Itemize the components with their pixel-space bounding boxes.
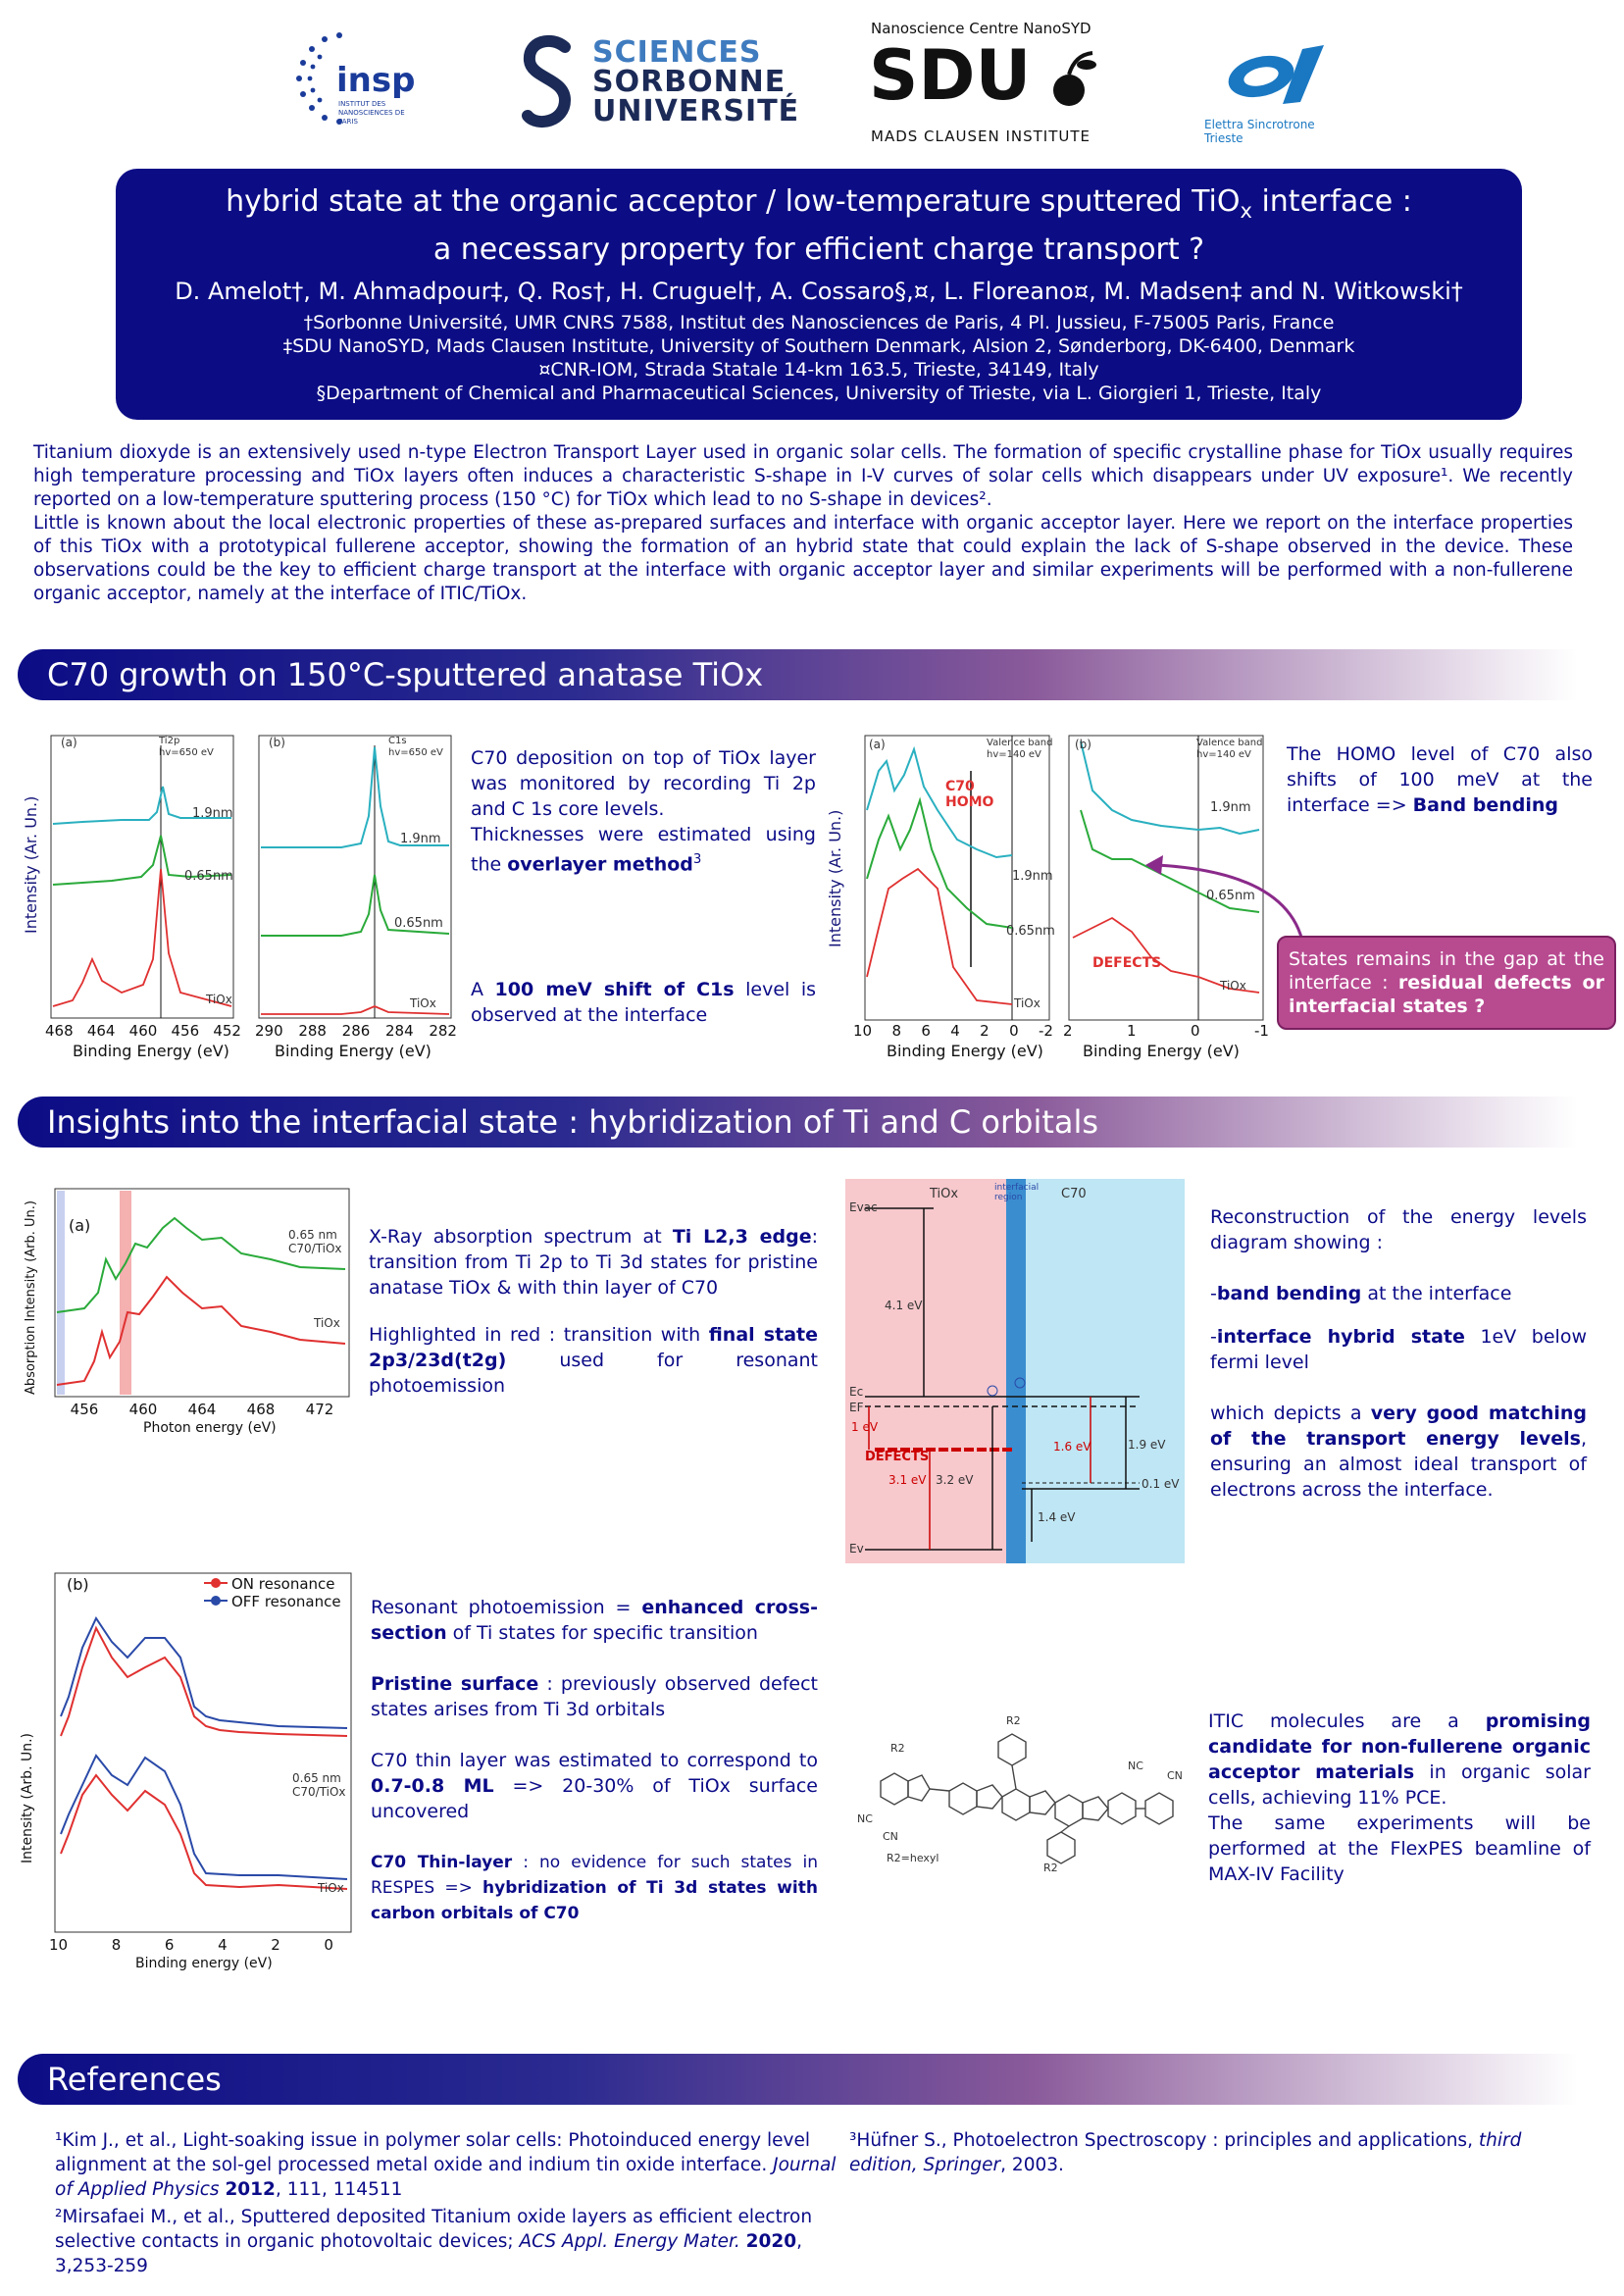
valence-band-a-hv: hv=140 eV — [987, 749, 1041, 760]
figure-ti2p — [24, 728, 239, 1069]
energy-evac-label: Evac — [849, 1200, 878, 1214]
homo-shift-text: The HOMO level of C70 also shifts of 100 meV at the interface => Band bending — [1287, 743, 1593, 816]
vb-xtick: -2 — [1038, 1022, 1053, 1040]
c70-deposition-text: C70 deposition on top of TiOx layer was monitored by recording Ti 2p and C 1s core levels. Thicknesses were estimated using the overlayer method$^3$ — [471, 747, 816, 876]
figure-energy-diagram — [845, 1179, 1185, 1563]
c1s-065nm-label: 0.65nm — [394, 916, 443, 931]
ti2p-edge-label: Ti2p — [159, 736, 180, 746]
ti2p-065nm-label: 0.65nm — [184, 869, 233, 884]
elettra-logo-text: Elettra Sincrotrone Trieste — [1204, 118, 1315, 145]
sdu-logo-text: SDU — [869, 35, 1032, 116]
respes-xticks — [49, 1936, 333, 1954]
energy-text-3: -interface hybrid state 1eV below fermi level — [1210, 1326, 1587, 1373]
ti2p-19nm-label: 1.9nm — [192, 806, 233, 821]
xas-text-2: Highlighted in red : transition with final state 2p3/23d(t2g) used for resonant photoemission — [369, 1324, 818, 1397]
ti2p-panel-label: (a) — [61, 736, 77, 749]
c1s-xtick: 288 — [298, 1022, 327, 1040]
vb-xtick: 8 — [891, 1022, 901, 1040]
xas-xtick: 472 — [305, 1401, 334, 1418]
sorbonne-logo-universite: UNIVERSITÉ — [592, 94, 800, 128]
c70-homo-label: C70 HOMO — [945, 779, 994, 810]
respes-panel-label: (b) — [67, 1575, 89, 1594]
affiliation-4: §Department of Chemical and Pharmaceutical Sciences, University of Trieste, via L. Giorgieri 1, Trieste, Italy — [316, 383, 1322, 404]
sorbonne-logo-sciences: SCIENCES — [592, 35, 762, 70]
itic-r2-top: R2 — [1006, 1714, 1021, 1727]
valence-band-a-title: Valence band — [987, 738, 1053, 748]
ti2p-xtick: 452 — [213, 1022, 241, 1040]
energy-41-label: 4.1 eV — [885, 1299, 923, 1312]
elettra-logo — [1202, 20, 1349, 145]
c1s-19nm-label: 1.9nm — [400, 832, 441, 846]
energy-tiox-label: TiOx — [930, 1187, 959, 1201]
insp-logo-subtext: INSTITUT DES NANOSCIENCES DE PARIS — [338, 100, 405, 126]
itic-text — [1208, 1709, 1591, 1887]
ti2p-tiox-label: TiOx — [206, 993, 232, 1006]
respes-text-2: Pristine surface : previously observed defect states arises from Ti 3d orbitals — [371, 1673, 818, 1720]
respes-xtick: 0 — [324, 1936, 333, 1954]
vb-xtick: 0 — [1009, 1022, 1019, 1040]
respes-tiox-label: TiOx — [318, 1881, 344, 1895]
respes-legend-off: OFF resonance — [231, 1593, 341, 1610]
itic-nc-label: NC — [857, 1812, 873, 1825]
c1s-xtick: 286 — [341, 1022, 371, 1040]
energy-ec-label: Ec — [849, 1385, 864, 1399]
energy-text-4: which depicts a very good matching of the transport energy levels, ensuring an almost ideal transport of electrons across the interface. — [1210, 1403, 1587, 1501]
itic-hexyl-label: R2=hexyl — [887, 1852, 939, 1864]
energy-defects-label: DEFECTS — [865, 1450, 930, 1464]
c1s-xlabel: Binding Energy (eV) — [275, 1042, 431, 1060]
xas-xtick: 468 — [246, 1401, 276, 1418]
c1s-tiox-label: TiOx — [410, 996, 436, 1010]
valence-band-a-chart — [830, 732, 1055, 1069]
energy-c70-label: C70 — [1061, 1187, 1087, 1201]
respes-legend-on: ON resonance — [231, 1575, 335, 1593]
defects-label: DEFECTS — [1092, 955, 1162, 971]
reference-2: ²Mirsafaei M., et al., Sputtered deposited Titanium oxide layers as efficient electron selective contacts in organic photovoltaic devices; ACS Appl. Energy Mater. 2020, 3,253-259 — [55, 2207, 813, 2276]
xas-xticks — [55, 1401, 349, 1418]
figure-itic-molecule — [851, 1703, 1204, 1879]
valence-band-b-xlabel: Binding Energy (eV) — [1083, 1042, 1240, 1060]
vb2-xtick: -1 — [1254, 1022, 1269, 1040]
sdu-logo-bottom: MADS CLAUSEN INSTITUTE — [871, 128, 1091, 145]
reference-1: ¹Kim J., et al., Light-soaking issue in polymer solar cells: Photoinduced energy level alignment at the sol-gel processed metal oxide and indium tin oxide interface. Journal of Applied Physics 2012, 111, 114511 — [55, 2130, 837, 2200]
figure-respes — [20, 1569, 357, 1981]
xas-ylabel: Absorption Intensity (Arb. Un.) — [24, 1199, 38, 1395]
poster-title-line2: a necessary property for efficient charge transport ? — [432, 232, 1205, 267]
valence-band-b-065nm: 0.65nm — [1206, 889, 1255, 903]
valence-band-b-panel-label: (b) — [1075, 738, 1091, 751]
apple-icon — [1036, 45, 1104, 114]
section-banner-interfacial-state: Insights into the interfacial state : hybridization of Ti and C orbitals — [18, 1097, 1577, 1148]
ti2p-xlabel: Binding Energy (eV) — [73, 1042, 229, 1060]
respes-xtick: 10 — [49, 1936, 69, 1954]
insp-logo — [279, 20, 427, 137]
valence-band-b-xticks — [1063, 1022, 1269, 1040]
sdu-logo — [869, 20, 1124, 145]
respes-xtick: 2 — [271, 1936, 280, 1954]
valence-band-a-19nm: 1.9nm — [1012, 869, 1053, 884]
affiliation-1: †Sorbonne Université, UMR CNRS 7588, Institut des Nanosciences de Paris, 4 Pl. Jussieu, F-75005 Paris, France — [303, 312, 1335, 333]
energy-16-label: 1.6 eV — [1053, 1440, 1091, 1454]
itic-r2-left: R2 — [890, 1742, 905, 1755]
title-box — [116, 169, 1522, 420]
energy-19-label: 1.9 eV — [1128, 1438, 1166, 1452]
valence-band-a-xticks — [853, 1022, 1053, 1040]
itic-cn-label-right: CN — [1167, 1769, 1183, 1782]
energy-diagram-text — [1210, 1204, 1587, 1503]
intro-paragraph-2: Little is known about the local electronic properties of these as-prepared surfaces and interface with organic acceptor layer. Here we report on the interface properties of this TiOx with a prototypical fullerene acceptor, showing the formation of an hybrid state that could explain the lack of S-shape observed in the device. These observations could be the key to efficient charge transport at the interface with organic acceptor layer and similar experiments will be performed with a non-fullerene organic acceptor, namely at the interface of ITIC/TiOx. — [33, 513, 1573, 604]
ti2p-chart — [24, 728, 239, 1069]
energy-diagram-chart — [845, 1179, 1185, 1563]
energy-01-label: 0.1 eV — [1142, 1477, 1180, 1491]
valence-band-a-xlabel: Binding Energy (eV) — [887, 1042, 1043, 1060]
xas-text-1: X-Ray absorption spectrum at Ti L2,3 edge: transition from Ti 2p to Ti 3d states for pristine anatase TiOx & with thin layer of C70 — [369, 1226, 818, 1299]
energy-32-label: 3.2 eV — [936, 1473, 974, 1487]
xas-xtick: 460 — [128, 1401, 158, 1418]
figure-c1s — [253, 728, 459, 1069]
ti2p-ylabel: Intensity (Ar. Un.) — [22, 795, 40, 934]
xas-c70-label: C70/TiOx — [288, 1242, 342, 1255]
xas-xlabel: Photon energy (eV) — [143, 1420, 277, 1436]
respes-text-4: C70 Thin-layer : no evidence for such states in RESPES => hybridization of Ti 3d states with carbon orbitals of C70 — [371, 1853, 818, 1923]
c1s-xtick: 290 — [255, 1022, 283, 1040]
callout-box-states-in-gap: States remains in the gap at the interface : residual defects or interfacial states ? — [1277, 936, 1616, 1030]
ti2p-xtick: 464 — [86, 1022, 116, 1040]
c1s-xtick: 284 — [384, 1022, 414, 1040]
itic-r2-bottom: R2 — [1043, 1862, 1058, 1874]
respes-ylabel: Intensity (Arb. Un.) — [20, 1733, 35, 1863]
vb2-xtick: 0 — [1191, 1022, 1200, 1040]
c1s-panel-label: (b) — [269, 736, 285, 749]
respes-xtick: 8 — [111, 1936, 122, 1954]
affiliation-3: ¤CNR-IOM, Strada Statale 14-km 163.5, Trieste, 34149, Italy — [538, 359, 1099, 381]
xas-xtick: 464 — [187, 1401, 217, 1418]
respes-text — [371, 1595, 818, 1926]
respes-xlabel: Binding energy (eV) — [135, 1956, 273, 1971]
c1s-chart — [253, 728, 459, 1069]
reference-3: ³Hüfner S., Photoelectron Spectroscopy : principles and applications, third edition, Springer, 2003. — [849, 2130, 1522, 2175]
energy-14-label: 1.4 eV — [1038, 1510, 1076, 1524]
vb-xtick: 4 — [950, 1022, 960, 1040]
respes-065-label: 0.65 nm — [292, 1771, 341, 1785]
energy-text-2: -band bending at the interface — [1210, 1283, 1512, 1304]
energy-region-label: interfacial region — [994, 1183, 1040, 1202]
ti2p-hv-label: hv=650 eV — [159, 747, 214, 758]
poster-title-line1: hybrid state at the organic acceptor / low-temperature sputtered TiO$_x$ interface : — [226, 184, 1412, 223]
itic-text-2: The same experiments will be performed at the FlexPES beamline of MAX-IV Facility — [1208, 1812, 1591, 1885]
energy-ef-label: EF — [849, 1401, 864, 1414]
c1s-xtick: 282 — [429, 1022, 457, 1040]
vb-xtick: 6 — [921, 1022, 931, 1040]
section-banner-c70-growth: C70 growth on 150°C-sputtered anatase TiOx — [18, 649, 1577, 700]
respes-text-1: Resonant photoemission = enhanced cross-section of Ti states for specific transition — [371, 1597, 818, 1644]
figure-xas — [25, 1185, 355, 1442]
sorbonne-logo — [522, 20, 800, 137]
vb-xtick: 2 — [980, 1022, 990, 1040]
valence-band-b-tiox: TiOx — [1220, 979, 1246, 993]
c1s-xticks — [255, 1022, 457, 1040]
sdu-logo-top: Nanoscience Centre NanoSYD — [871, 20, 1091, 37]
valence-band-a-065nm: 0.65nm — [1006, 924, 1055, 939]
ti2p-xtick: 460 — [128, 1022, 158, 1040]
affiliation-2: ‡SDU NanoSYD, Mads Clausen Institute, University of Southern Denmark, Alsion 2, Sønderborg, DK-6400, Denmark — [282, 335, 1355, 357]
xas-xtick: 456 — [70, 1401, 99, 1418]
respes-xtick: 6 — [164, 1936, 175, 1954]
xas-065-label: 0.65 nm — [288, 1228, 337, 1242]
valence-band-a-panel-label: (a) — [869, 738, 886, 751]
ti2p-xticks — [45, 1022, 241, 1040]
ti2p-xtick: 456 — [171, 1022, 200, 1040]
respes-c70-label: C70/TiOx — [292, 1785, 346, 1799]
vb-xtick: 10 — [853, 1022, 873, 1040]
vb2-xtick: 1 — [1127, 1022, 1137, 1040]
valence-band-b-hv: hv=140 eV — [1196, 749, 1251, 760]
itic-text-1: ITIC molecules are a promising candidate for non-fullerene organic acceptor materials in organic solar cells, achieving 11% PCE. — [1208, 1710, 1591, 1809]
section-banner-references: References — [18, 2054, 1577, 2105]
c1s-hv-label: hv=650 eV — [388, 747, 443, 758]
authors: D. Amelot†, M. Ahmadpour‡, Q. Ros†, H. Cruguel†, A. Cossaro§,¤, L. Floreano¤, M. Madsen‡ and N. Witkowski† — [175, 278, 1463, 305]
energy-text-1: Reconstruction of the energy levels diagram showing : — [1210, 1206, 1587, 1253]
valence-band-a-tiox: TiOx — [1014, 996, 1040, 1010]
elettra-logo-graphic — [1222, 41, 1330, 110]
energy-ev-label: Ev — [849, 1542, 864, 1556]
xas-text — [369, 1224, 818, 1399]
itic-nc-label-right: NC — [1128, 1760, 1143, 1772]
figure-valence-band-a — [826, 732, 1055, 1069]
xas-panel-label: (a) — [69, 1216, 91, 1235]
valence-band-ylabel: Intensity (Ar. Un.) — [826, 809, 844, 947]
itic-cn-label-left: CN — [883, 1830, 898, 1843]
energy-1ev-label: 1 eV — [851, 1420, 879, 1434]
insp-logo-text: insp — [336, 61, 416, 100]
valence-band-b-19nm: 1.9nm — [1210, 800, 1251, 815]
respes-text-3: C70 thin layer was estimated to correspond to 0.7-0.8 ML => 20-30% of TiOx surface uncovered — [371, 1750, 818, 1822]
respes-xtick: 4 — [218, 1936, 228, 1954]
vb2-xtick: 2 — [1063, 1022, 1073, 1040]
sorbonne-logo-sorbonne: SORBONNE — [592, 65, 787, 99]
c1s-shift-text: A 100 meV shift of C1s level is observed at the interface — [471, 979, 817, 1026]
energy-31-label: 3.1 eV — [888, 1473, 927, 1487]
sorbonne-s-icon — [522, 33, 575, 131]
intro-paragraph-1: Titanium dioxyde is an extensively used n-type Electron Transport Layer used in organic solar cells. The formation of specific crystalline phase for TiOx usually requires high temperature processing and TiOx layers often induces a characteristic S-shape in I-V curves of solar cells which disappears under UV exposure¹. We recently reported on a low-temperature sputtering process (150 °C) for TiOx which lead to no S-shape in devices². — [33, 442, 1573, 510]
c1s-edge-label: C1s — [388, 736, 407, 746]
ti2p-xtick: 468 — [45, 1022, 74, 1040]
xas-tiox-label: TiOx — [314, 1316, 340, 1330]
valence-band-b-title: Valence band — [1196, 738, 1263, 748]
introduction — [33, 441, 1573, 606]
